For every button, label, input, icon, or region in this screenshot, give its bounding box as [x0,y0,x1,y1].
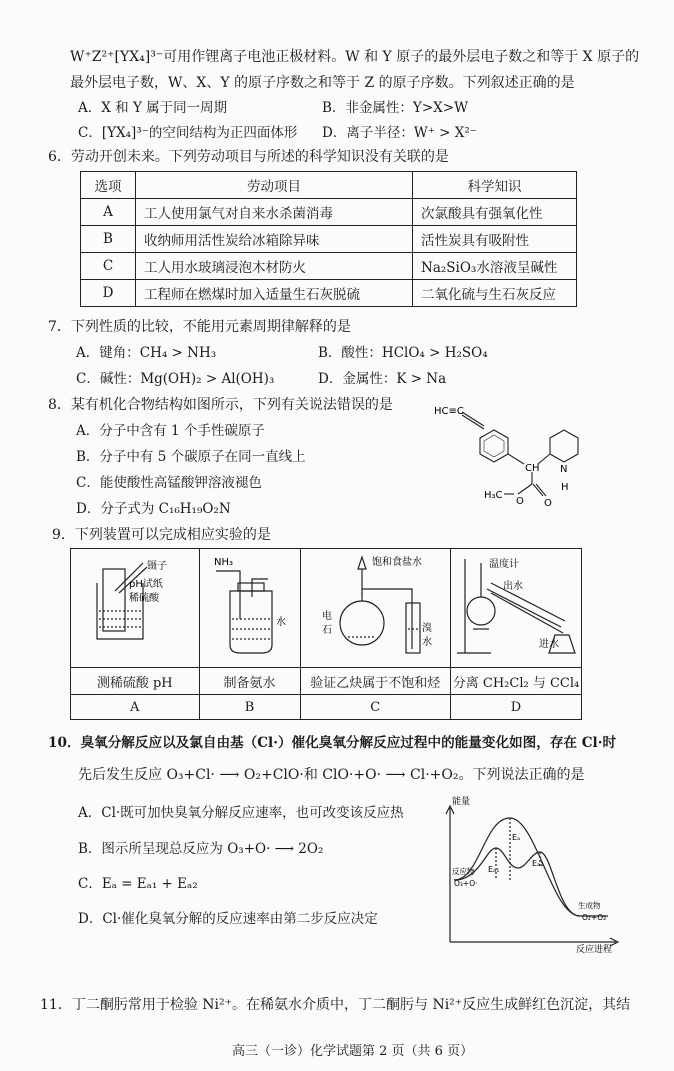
row-knowledge: 次氯酸具有强氧化性 [413,199,577,226]
row-knowledge: 二氧化硫与生石灰反应 [413,280,577,307]
q9-title: 9．下列装置可以完成相应实验的是 [52,527,271,543]
table-row [81,199,577,226]
caption-a: 测稀硫酸 pH [71,668,200,695]
bromine-label-1: 溴 [422,623,433,634]
ch-label: CH [525,463,540,474]
h-label: H [561,482,569,493]
water-in-label: 进水 [539,639,559,650]
o1-label: O [516,496,524,507]
energy-axis-label: 能量 [452,797,471,807]
q7-option-b: B．酸性：HClO₄ > H₂SO₄ [318,345,488,361]
q8-title: 8．某有机化合物结构如图所示，下列有关说法错误的是 [48,397,393,413]
water-out-label: 出水 [503,581,523,592]
q6-title: 6．劳动开创未来。下列劳动项目与所述的科学知识没有关联的是 [48,149,449,165]
bromine-label-2: 水 [422,637,433,648]
o2-label: O [544,498,552,508]
apparatus-b [199,549,300,668]
row-option: D [81,280,136,307]
apparatus-c-drawing [302,549,448,663]
q8-option-b: B．分子中有 5 个碳原子在同一直线上 [76,449,306,465]
q8-option-a: A．分子中含有 1 个手性碳原子 [76,423,265,439]
dilute-acid-label: 稀硫酸 [128,593,159,604]
row-option: A [81,199,136,226]
tweezers-label: 镊子 [146,561,167,572]
q10-option-d: D．Cl·催化臭氧分解的反应速率由第二步反应决定 [78,911,378,927]
table-row [81,226,577,253]
apparatus-b-drawing [200,549,300,663]
ea-label: Eₐ [512,833,521,842]
letter-a: A [71,695,200,720]
q8-option-d: D．分子式为 C₁₆H₁₉O₂N [76,501,231,517]
intro-line-2: 最外层电子数，W、X、Y 的原子序数之和等于 Z 的原子序数。下列叙述正确的是 [70,75,575,91]
reactant-label: 反应物 [452,867,475,876]
water-label: 水 [275,617,286,628]
q10-title: 10．臭氧分解反应以及氯自由基（Cl·）催化臭氧分解反应过程中的能量变化如图，存在 Cl·时 [48,735,617,751]
q10-option-a: A．Cl·既可加快臭氧分解反应速率，也可改变该反应热 [78,805,404,821]
apparatus-a-drawing [73,549,197,663]
row-knowledge: 活性炭具有吸附性 [413,226,577,253]
q11-line-1: 11．丁二酮肟常用于检验 Ni²⁺。在稀氨水介质中，丁二酮肟与 Ni²⁺反应生成鲜红色沉淀，其结 [40,997,631,1013]
q6-table [80,171,577,307]
q7-title: 7．下列性质的比较，不能用元素周期律解释的是 [48,319,351,335]
caption-b: 制备氨水 [199,668,300,695]
letter-d: D [451,695,582,720]
intro-option-c: C．[YX₄]³⁻的空间结构为正四面体形 [78,125,298,141]
q7-option-d: D．金属性：K > Na [318,371,447,387]
carbide-label-1: 电 [322,611,333,622]
table-header-row [81,172,577,199]
ea2-label: Eₐ₂ [532,859,544,868]
reactant-formula: O₃+O· [454,879,478,888]
letter-c: C [300,695,451,720]
thermometer-label: 温度计 [489,559,519,570]
nh3-label: NH₃ [213,557,233,568]
q10-option-b: B．图示所呈现总反应为 O₃+O· ⟶ 2O₂ [78,841,324,857]
header-project: 劳动项目 [136,172,413,199]
table-row [81,280,577,307]
intro-option-b: B．非金属性：Y>X>W [322,100,468,116]
apparatus-a [71,549,200,668]
brine-label: 饱和食盐水 [372,557,423,568]
header-option: 选项 [81,172,136,199]
alkyne-label: HC≡C [434,406,464,417]
q10-line-2: 先后发生反应 O₃+Cl· ⟶ O₂+ClO·和 ClO·+O· ⟶ Cl·+O₂。下列说法正确的是 [78,767,585,783]
intro-option-a: A．X 和 Y 属于同一周期 [78,100,228,116]
product-label: 生成物 [578,901,601,910]
row-option: B [81,226,136,253]
table-row [81,253,577,280]
caption-c: 验证乙炔属于不饱和烃 [300,668,451,695]
row-project: 收纳师用活性炭给冰箱除异味 [136,226,413,253]
apparatus-d-drawing [451,549,581,663]
methyl-label: H₃C [484,490,503,501]
progress-axis-label: 反应进程 [576,945,613,954]
row-project: 工人用水玻璃浸泡木材防火 [136,253,413,280]
intro-option-d: D．离子半径：W⁺ > X²⁻ [322,125,477,141]
caption-d: 分离 CH₂Cl₂ 与 CCl₄ [451,668,582,695]
intro-line-1: W⁺Z²⁺[YX₄]³⁻可用作锂离子电池正极材料。W 和 Y 原子的最外层电子数之和等于 X 原子的 [70,49,640,65]
q10-option-c: C．Eₐ = Eₐ₁ + Eₐ₂ [78,876,198,892]
product-formula: O₂+O₂ [582,913,607,922]
q7-option-c: C．碱性：Mg(OH)₂ > Al(OH)₃ [76,371,275,387]
q10-energy-diagram [440,796,620,954]
page-footer: 高三（一诊）化学试题第 2 页（共 6 页） [232,1044,474,1059]
ea1-label: Eₐ₁ [488,865,500,874]
row-knowledge: Na₂SiO₃水溶液呈碱性 [413,253,577,280]
apparatus-c [300,549,451,668]
n-label: N [560,464,568,475]
carbide-label-2: 石 [322,625,333,636]
row-project: 工人使用氯气对自来水杀菌消毒 [136,199,413,226]
row-option: C [81,253,136,280]
letter-b: B [199,695,300,720]
ph-paper-label: pH试纸 [128,579,163,590]
header-knowledge: 科学知识 [413,172,577,199]
row-project: 工程师在燃煤时加入适量生石灰脱硫 [136,280,413,307]
q8-structure-diagram [432,398,602,508]
q9-table [70,548,582,720]
apparatus-d [451,549,582,668]
q8-option-c: C．能使酸性高锰酸钾溶液褪色 [76,475,262,491]
q7-option-a: A．键角：CH₄ > NH₃ [76,345,217,361]
